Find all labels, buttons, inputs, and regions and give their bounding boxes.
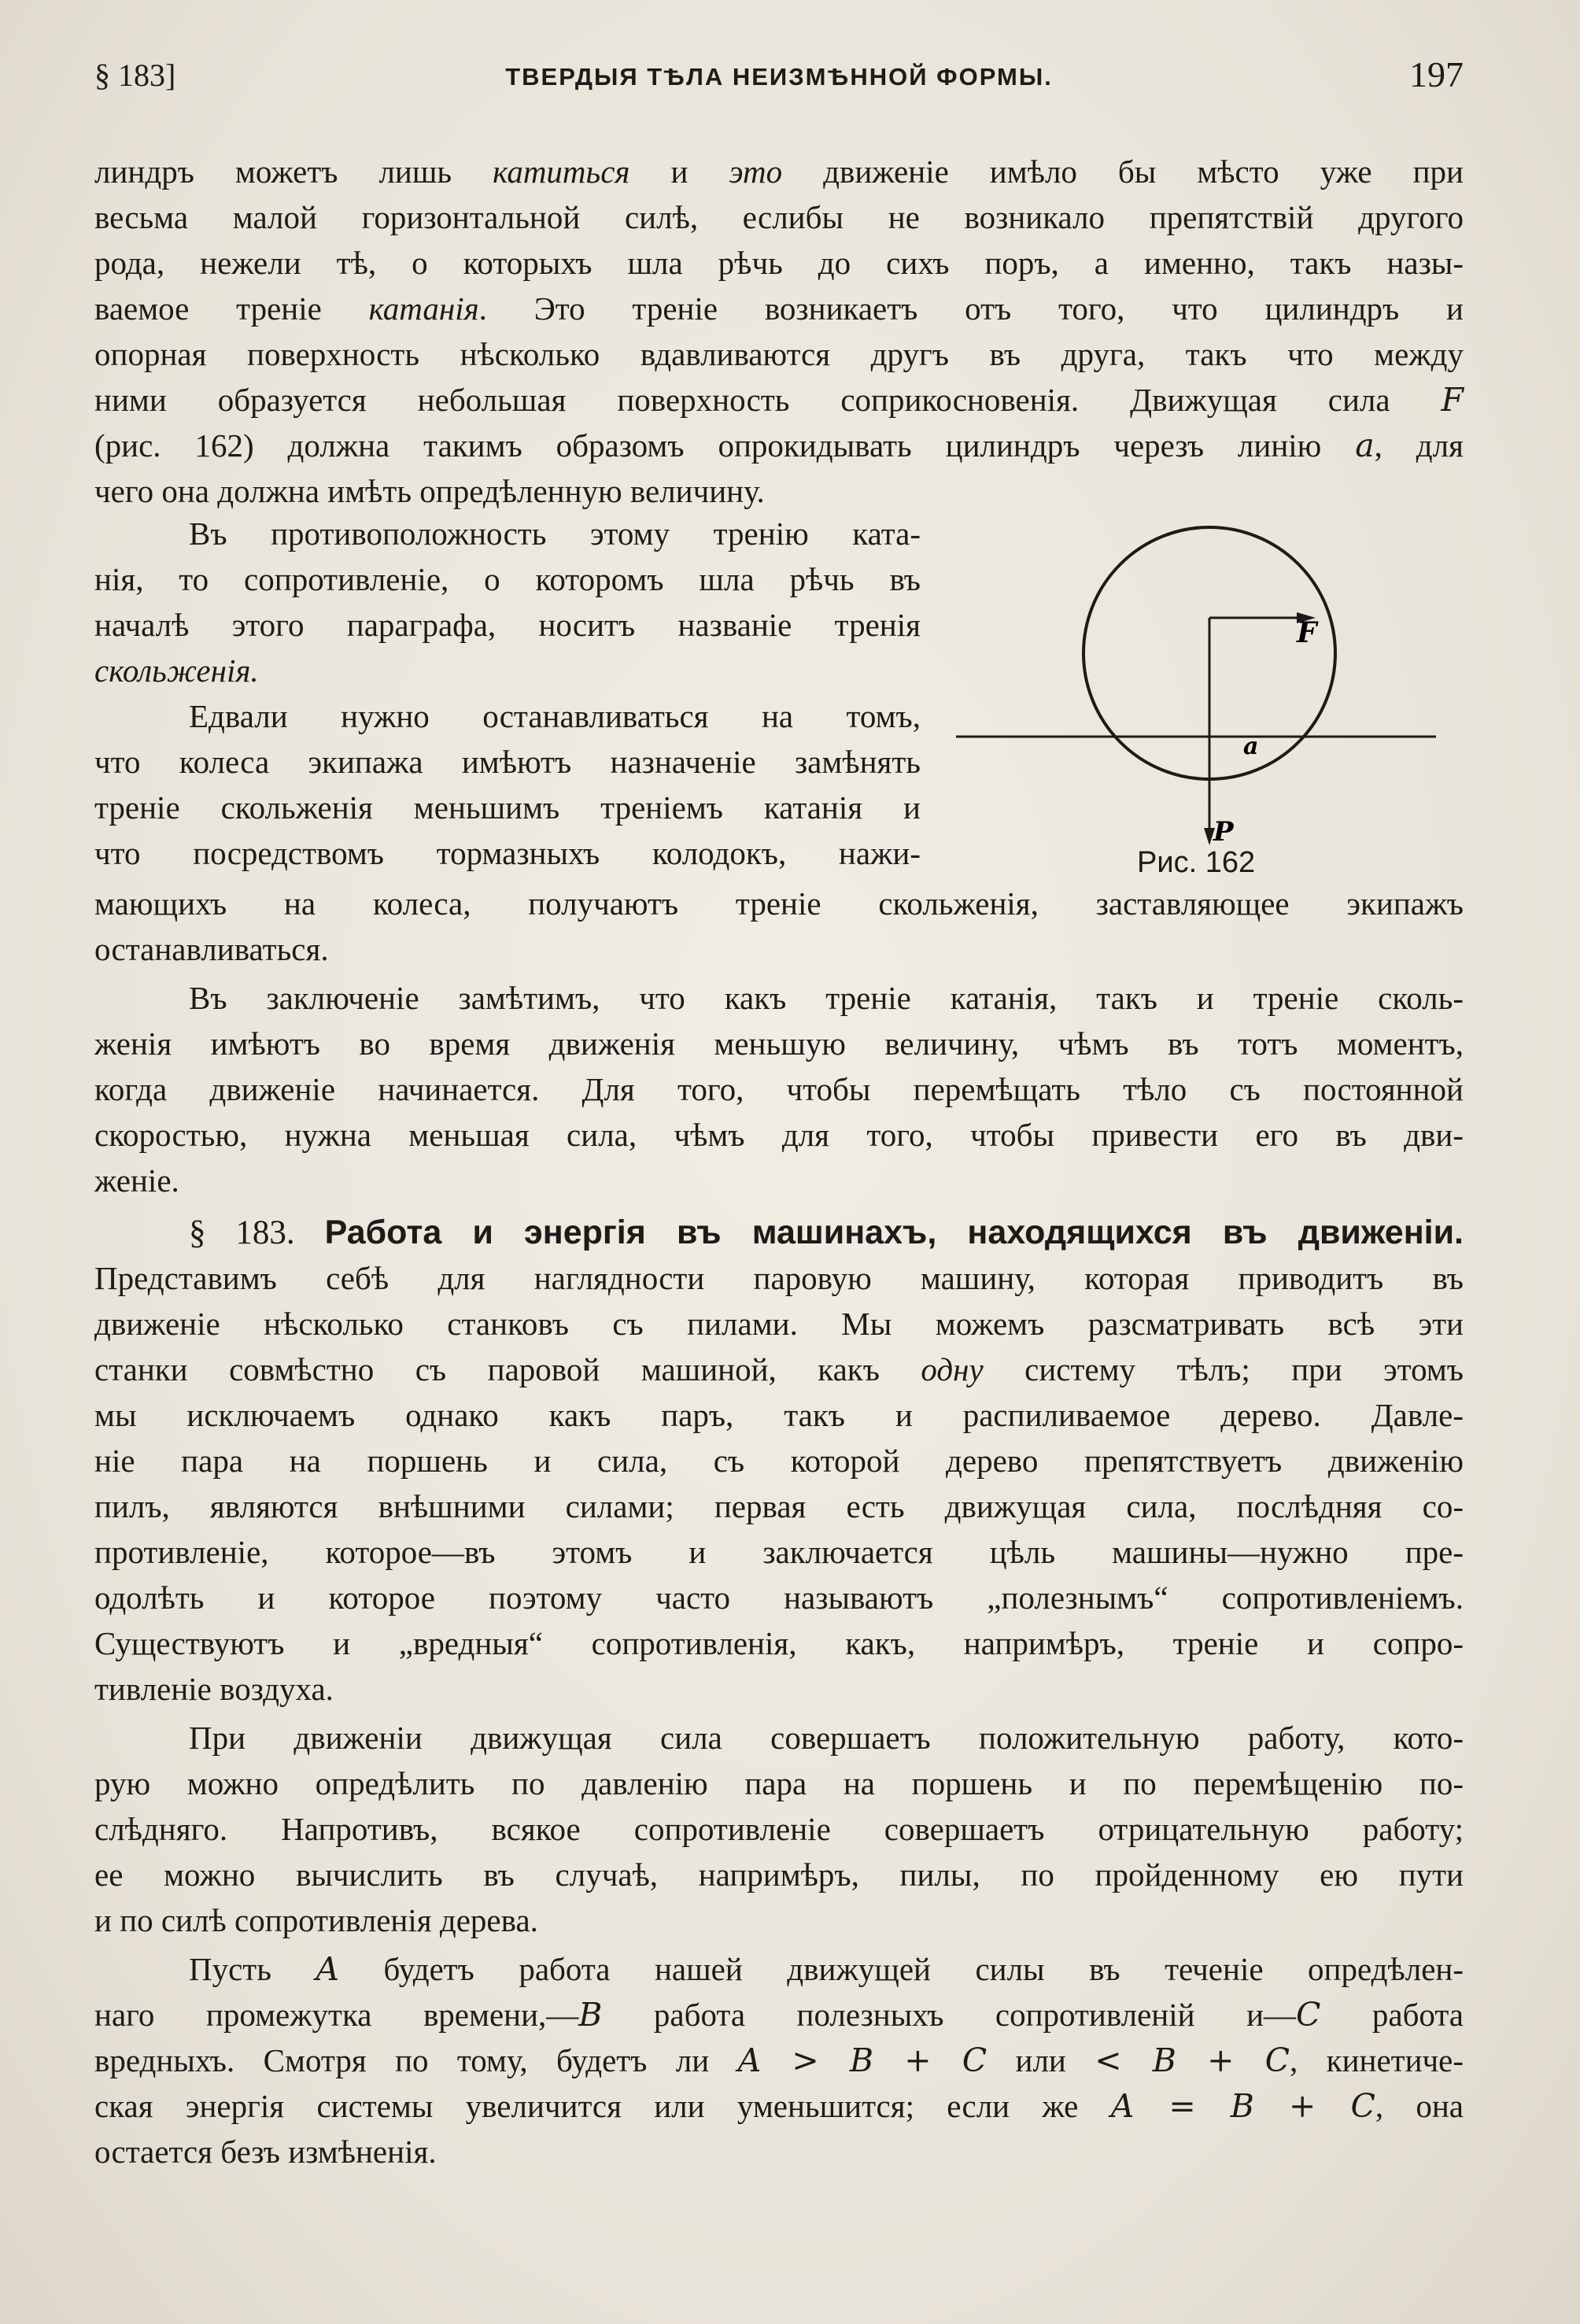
- text-line: станки совмѣстно съ паровой машиной, какъ одну систему тѣлъ; при этомъ: [94, 1351, 1464, 1387]
- text-line: рую можно опредѣлить по давленію пара на поршень и по перемѣщенію по-: [94, 1765, 1464, 1801]
- text-line: весьма малой горизонтальной силѣ, еслибы не возникало препятствій другого: [94, 199, 1464, 235]
- text-line: Представимъ себѣ для наглядности паровую машину, которая приводитъ въ: [94, 1260, 1464, 1296]
- text-line: остается безъ измѣненія.: [94, 2134, 437, 2170]
- text-line: опорная поверхность нѣсколько вдавливаются другъ въ друга, такъ что между: [94, 336, 1464, 372]
- text-line: что посредствомъ тормазныхъ колодокъ, нажи-: [94, 835, 921, 871]
- text-line: рода, нежели тѣ, о которыхъ шла рѣчь до сихъ поръ, а именно, такъ назы-: [94, 245, 1464, 281]
- text-line: линдръ можетъ лишь катиться и это движеніе имѣло бы мѣсто уже при: [94, 153, 1464, 190]
- label-a: a: [1243, 733, 1259, 760]
- text-line: вредныхъ. Смотря по тому, будетъ ли A > B + C или < B + C, кинетиче-: [94, 2041, 1464, 2079]
- label-p: P: [1213, 816, 1234, 848]
- text-line: скоростью, нужна меньшая сила, чѣмъ для того, чтобы привести его въ дви-: [94, 1117, 1464, 1153]
- text-line: останавливаться.: [94, 931, 329, 967]
- text-line: Едвали нужно останавливаться на томъ,: [189, 698, 921, 734]
- running-title: ТВЕРДЫЯ ТѢЛА НЕИЗМѢННОЙ ФОРМЫ.: [505, 63, 1053, 91]
- section-reference: § 183]: [94, 57, 176, 93]
- text-line: когда движеніе начинается. Для того, чтобы перемѣщать тѣло съ постоянной: [94, 1071, 1464, 1107]
- text-line: скольженія.: [94, 652, 259, 689]
- text-line: женіе.: [94, 1162, 179, 1199]
- label-f: F: [1297, 616, 1317, 649]
- text-line: и по силѣ сопротивленія дерева.: [94, 1902, 538, 1938]
- text-line: женія имѣютъ во время движенія меньшую величину, чѣмъ въ тотъ моментъ,: [94, 1025, 1464, 1062]
- text-line: пилъ, являются внѣшними силами; первая есть движущая сила, послѣдняя со-: [94, 1488, 1464, 1524]
- figure-caption: Рис. 162: [1137, 846, 1256, 879]
- figure-162: [944, 488, 1464, 897]
- text-line: мы исключаемъ однако какъ паръ, такъ и распиливаемое дерево. Давле-: [94, 1397, 1464, 1433]
- text-line: Пусть A будетъ работа нашей движущей силы въ теченіе опредѣлен-: [189, 1950, 1464, 1988]
- text-line: наго промежутка времени,—B работа полезныхъ сопротивленій и—C работа: [94, 1996, 1464, 2034]
- text-line: треніе скольженія меньшимъ треніемъ катанія и: [94, 789, 921, 826]
- section-heading: § 183. Работа и энергія въ машинахъ, находящихся въ движеніи.: [189, 1214, 1464, 1251]
- text-line: мающихъ на колеса, получаютъ треніе скольженія, заставляющее экипажъ: [94, 885, 1464, 922]
- text-line: началѣ этого параграфа, носитъ названіе тренія: [94, 607, 921, 643]
- text-line: одолѣть и которое поэтому часто называютъ „полезнымъ“ сопротивленіемъ.: [94, 1580, 1464, 1616]
- text-line: движеніе нѣсколько станковъ съ пилами. Мы можемъ разсматривать всѣ эти: [94, 1306, 1464, 1342]
- text-line: ними образуется небольшая поверхность соприкосновенія. Движущая сила F: [94, 381, 1464, 419]
- text-line: нія, то сопротивленіе, о которомъ шла рѣчь въ: [94, 561, 921, 597]
- text-line: Существуютъ и „вредныя“ сопротивленія, какъ, напримѣръ, треніе и сопро-: [94, 1625, 1464, 1661]
- text-line: противленіе, которое—въ этомъ и заключается цѣль машины—нужно пре-: [94, 1534, 1464, 1570]
- text-line: Въ противоположность этому тренію ката-: [189, 515, 921, 552]
- text-line: (рис. 162) должна такимъ образомъ опрокидывать цилиндръ черезъ линію a, для: [94, 427, 1464, 464]
- text-line: ее можно вычислить въ случаѣ, напримѣръ, пилы, по пройденному ею пути: [94, 1857, 1464, 1893]
- cylinder-diagram: [944, 488, 1464, 850]
- text-line: ніе пара на поршень и сила, съ которой дерево препятствуетъ движенію: [94, 1443, 1464, 1479]
- text-line: чего она должна имѣть опредѣленную величину.: [94, 473, 765, 509]
- running-header: [94, 54, 1464, 104]
- text-line: что колеса экипажа имѣютъ назначеніе замѣнять: [94, 744, 921, 780]
- text-line: слѣдняго. Напротивъ, всякое сопротивленіе совершаетъ отрицательную работу;: [94, 1811, 1464, 1847]
- text-line: тивленіе воздуха.: [94, 1671, 334, 1707]
- text-line: ваемое треніе катанія. Это треніе возникаетъ отъ того, что цилиндръ и: [94, 290, 1464, 327]
- page-number: 197: [1409, 54, 1464, 94]
- text-line: ская энергія системы увеличится или уменьшится; если же A = B + C, она: [94, 2087, 1464, 2125]
- text-line: Въ заключеніе замѣтимъ, что какъ треніе катанія, такъ и треніе сколь-: [189, 980, 1464, 1016]
- text-line: При движеніи движущая сила совершаетъ положительную работу, кото-: [189, 1720, 1464, 1756]
